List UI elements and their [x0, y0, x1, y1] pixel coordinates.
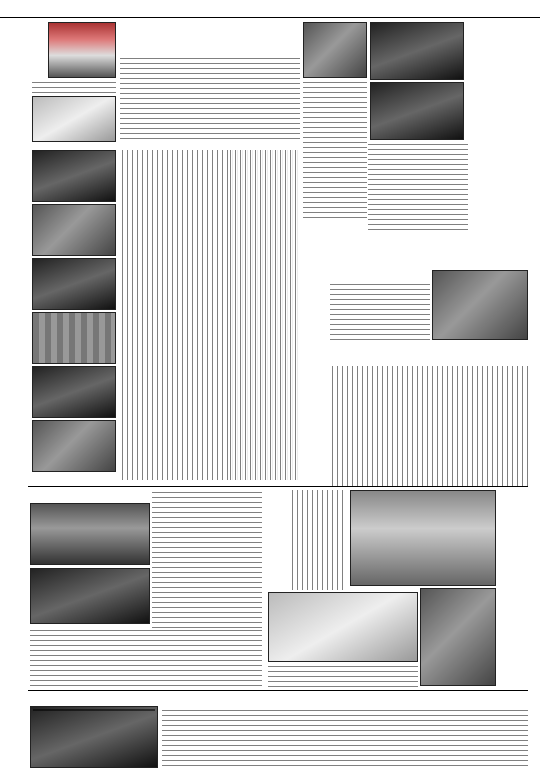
- npc-body-text-2: [368, 142, 468, 232]
- charity-photo: [432, 270, 528, 340]
- registration-photo-2: [370, 82, 464, 140]
- casino-photo-3: [32, 258, 116, 310]
- registration-photo-3: [303, 22, 367, 78]
- association-photo: [30, 706, 158, 768]
- casino-photo-2: [32, 204, 116, 256]
- song-stage-photo-2: [30, 568, 150, 624]
- masthead: [0, 0, 540, 18]
- lion-photo-2: [420, 588, 496, 686]
- casino-photo-4: [32, 312, 116, 364]
- quarantine-body-text: [120, 56, 300, 142]
- npc-body-text: [303, 80, 367, 220]
- charity-body-text: [330, 282, 430, 340]
- casino-photo-5: [32, 366, 116, 418]
- registration-photo-1: [370, 22, 464, 80]
- casino-photo-6: [32, 420, 116, 472]
- song-body-text: [152, 490, 262, 628]
- song-body-text-2: [30, 628, 262, 688]
- opera-photo: [268, 592, 418, 662]
- person-photo: [48, 22, 116, 78]
- casino-photo-1: [32, 150, 116, 202]
- song-stage-photo-1: [30, 503, 150, 565]
- women-body-text: [162, 708, 528, 768]
- association-banner: [33, 709, 155, 711]
- border-body-text: [330, 366, 528, 486]
- section-divider-2: [28, 690, 528, 691]
- opera-body-text-2: [268, 664, 418, 688]
- opera-body-text: [290, 490, 345, 590]
- section-divider: [28, 486, 528, 487]
- casino-body-text-2: [228, 150, 298, 480]
- lion-photo-1: [350, 490, 496, 586]
- ruins-photo: [32, 96, 116, 142]
